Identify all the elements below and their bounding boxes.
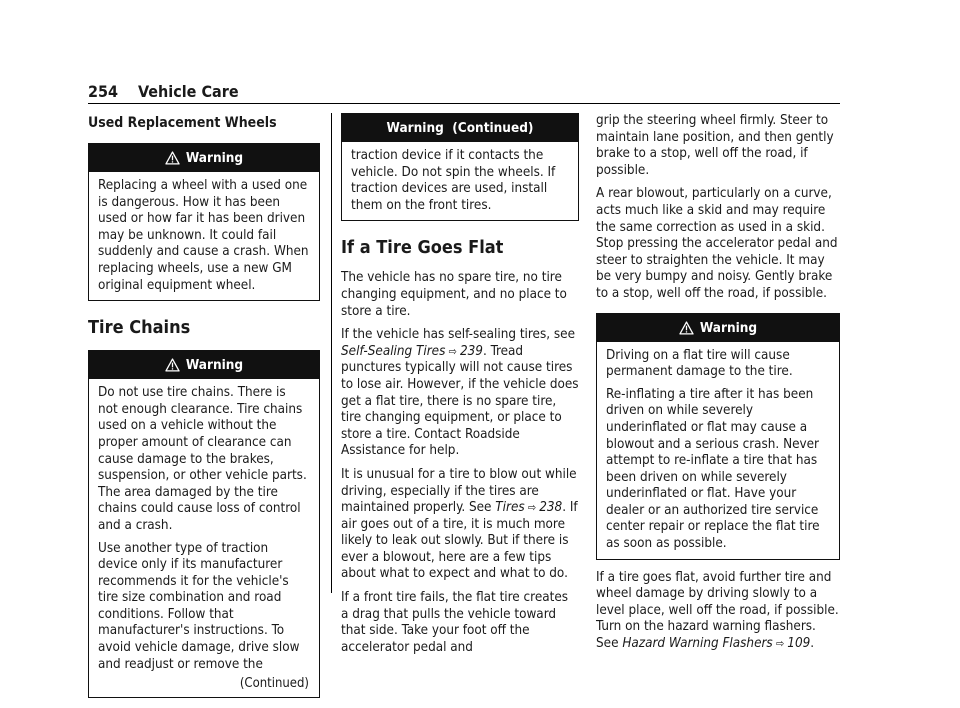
warning-paragraph: Use another type of traction device only if its manufacturer recommends it for the vehicle's tire size combination and road conditions. Follow that manufacturer's instructions. To avoid vehicle damage, drive slow and readjust or remove the — [98, 540, 300, 672]
warning-box-tire-chains — [88, 350, 320, 698]
text-run: . Tread punctures typically will not cause tires to lose air. However, if the vehicle does get a flat tire, there is no spare tire, tire changing equipment, or place to store a tire. Contact Roadside Assistance for help. — [341, 343, 579, 459]
warning-paragraph: Do not use tire chains. There is not enough clearance. Tire chains used on a vehicle without the proper amount of clearance can cause damage to the brakes, suspension, or other vehicle parts. The area damaged by the tire chains could cause loss of control and a crash. — [98, 385, 307, 533]
warning-triangle-icon — [165, 358, 180, 372]
paragraph — [341, 467, 579, 583]
arrow-right-icon: ⇨ — [445, 344, 460, 358]
paragraph: A rear blowout, particularly on a curve, acts much like a skid and may require the same correction as used in a skid. Stop pressing the accelerator pedal and steer to straighten the vehicle. It may be very bumpy and noisy. Gently brake to a stop, well off the road, if possible. — [596, 186, 838, 301]
warning-label: Warning — [185, 357, 244, 374]
paragraph — [596, 570, 840, 653]
warning-header — [342, 114, 578, 142]
heading-tire-chains: Tire Chains — [88, 317, 191, 339]
column-1 — [88, 113, 320, 708]
section-title: Vehicle Care — [138, 82, 239, 101]
xref-tires[interactable]: Tires — [495, 500, 525, 516]
paragraph: If a front tire fails, the flat tire creates a drag that pulls the vehicle toward that side. Take your foot off the accelerator pedal and — [341, 590, 569, 655]
warning-header — [597, 314, 839, 342]
continued-label: (Continued) — [239, 676, 309, 692]
header-rule — [88, 103, 840, 104]
warning-header — [89, 351, 319, 379]
warning-label: Warning — [185, 150, 244, 166]
xref-self-sealing-tires[interactable]: Self-Sealing Tires — [341, 343, 446, 359]
column-divider — [331, 113, 332, 593]
xref-page[interactable]: 238 — [539, 500, 563, 516]
arrow-right-icon: ⇨ — [772, 637, 788, 651]
text-run: . If air goes out of a tire, it is much more likely to leak out slowly. But if there is ever a blowout, here are a few tips about what to expect and what to do. — [341, 500, 578, 582]
text-run: If a tire goes flat, avoid further tire and wheel damage by driving slowly to a level place, well off the road, if possible. Turn on the hazard warning flashers. See — [596, 569, 839, 652]
text-run: . — [810, 636, 815, 652]
arrow-right-icon: ⇨ — [524, 501, 540, 515]
heading-if-a-tire-goes-flat: If a Tire Goes Flat — [341, 237, 504, 259]
warning-header — [89, 144, 319, 172]
warning-paragraph: Re-inflating a tire after it has been driven on while severely underinflated or flat may cause a blowout and a serious crash. Never attempt to re-inflate a tire that has been driven on while severely underinflated or flat. Have your dealer or an authorized tire service center repair or replace the flat tire as soon as possible. — [606, 386, 820, 552]
xref-page[interactable]: 239 — [459, 343, 483, 359]
xref-hazard-warning-flashers[interactable]: Hazard Warning Flashers — [622, 636, 773, 652]
warning-label: Warning — [699, 319, 758, 336]
warning-box-used-wheels — [88, 143, 320, 301]
text-run: It is unusual for a tire to blow out while driving, especially if the tires are maintained properly. See — [341, 466, 577, 516]
paragraph: The vehicle has no spare tire, no tire changing equipment, and no place to store a tire. — [341, 270, 567, 319]
warning-triangle-icon — [679, 321, 694, 335]
warning-text: traction device if it contacts the vehicle. Do not spin the wheels. If traction devices are used, install them on the front tires. — [351, 148, 556, 213]
paragraph — [341, 327, 579, 460]
warning-paragraph: Driving on a flat tire will cause permanent damage to the tire. — [606, 347, 793, 380]
warning-box-flat-tire — [596, 313, 840, 560]
column-3 — [596, 113, 840, 660]
warning-text: Replacing a wheel with a used one is dangerous. How it has been used or how far it has been driven may be unknown. It could fail suddenly and cause a crash. When replacing wheels, use a new GM original equipment wheel. — [98, 178, 309, 293]
page-header — [88, 82, 840, 104]
page-number: 254 — [88, 82, 119, 101]
warning-box-continued — [341, 113, 579, 221]
warning-triangle-icon — [165, 151, 180, 165]
paragraph: grip the steering wheel firmly. Steer to maintain lane position, and then gently brake to a stop, well off the road, if possible. — [596, 113, 834, 178]
column-2 — [341, 113, 579, 663]
text-run: If the vehicle has self-sealing tires, see — [341, 327, 576, 343]
warning-label: Warning (Continued) — [386, 120, 534, 136]
heading-used-replacement-wheels: Used Replacement Wheels — [88, 115, 277, 131]
xref-page[interactable]: 109 — [787, 636, 811, 652]
